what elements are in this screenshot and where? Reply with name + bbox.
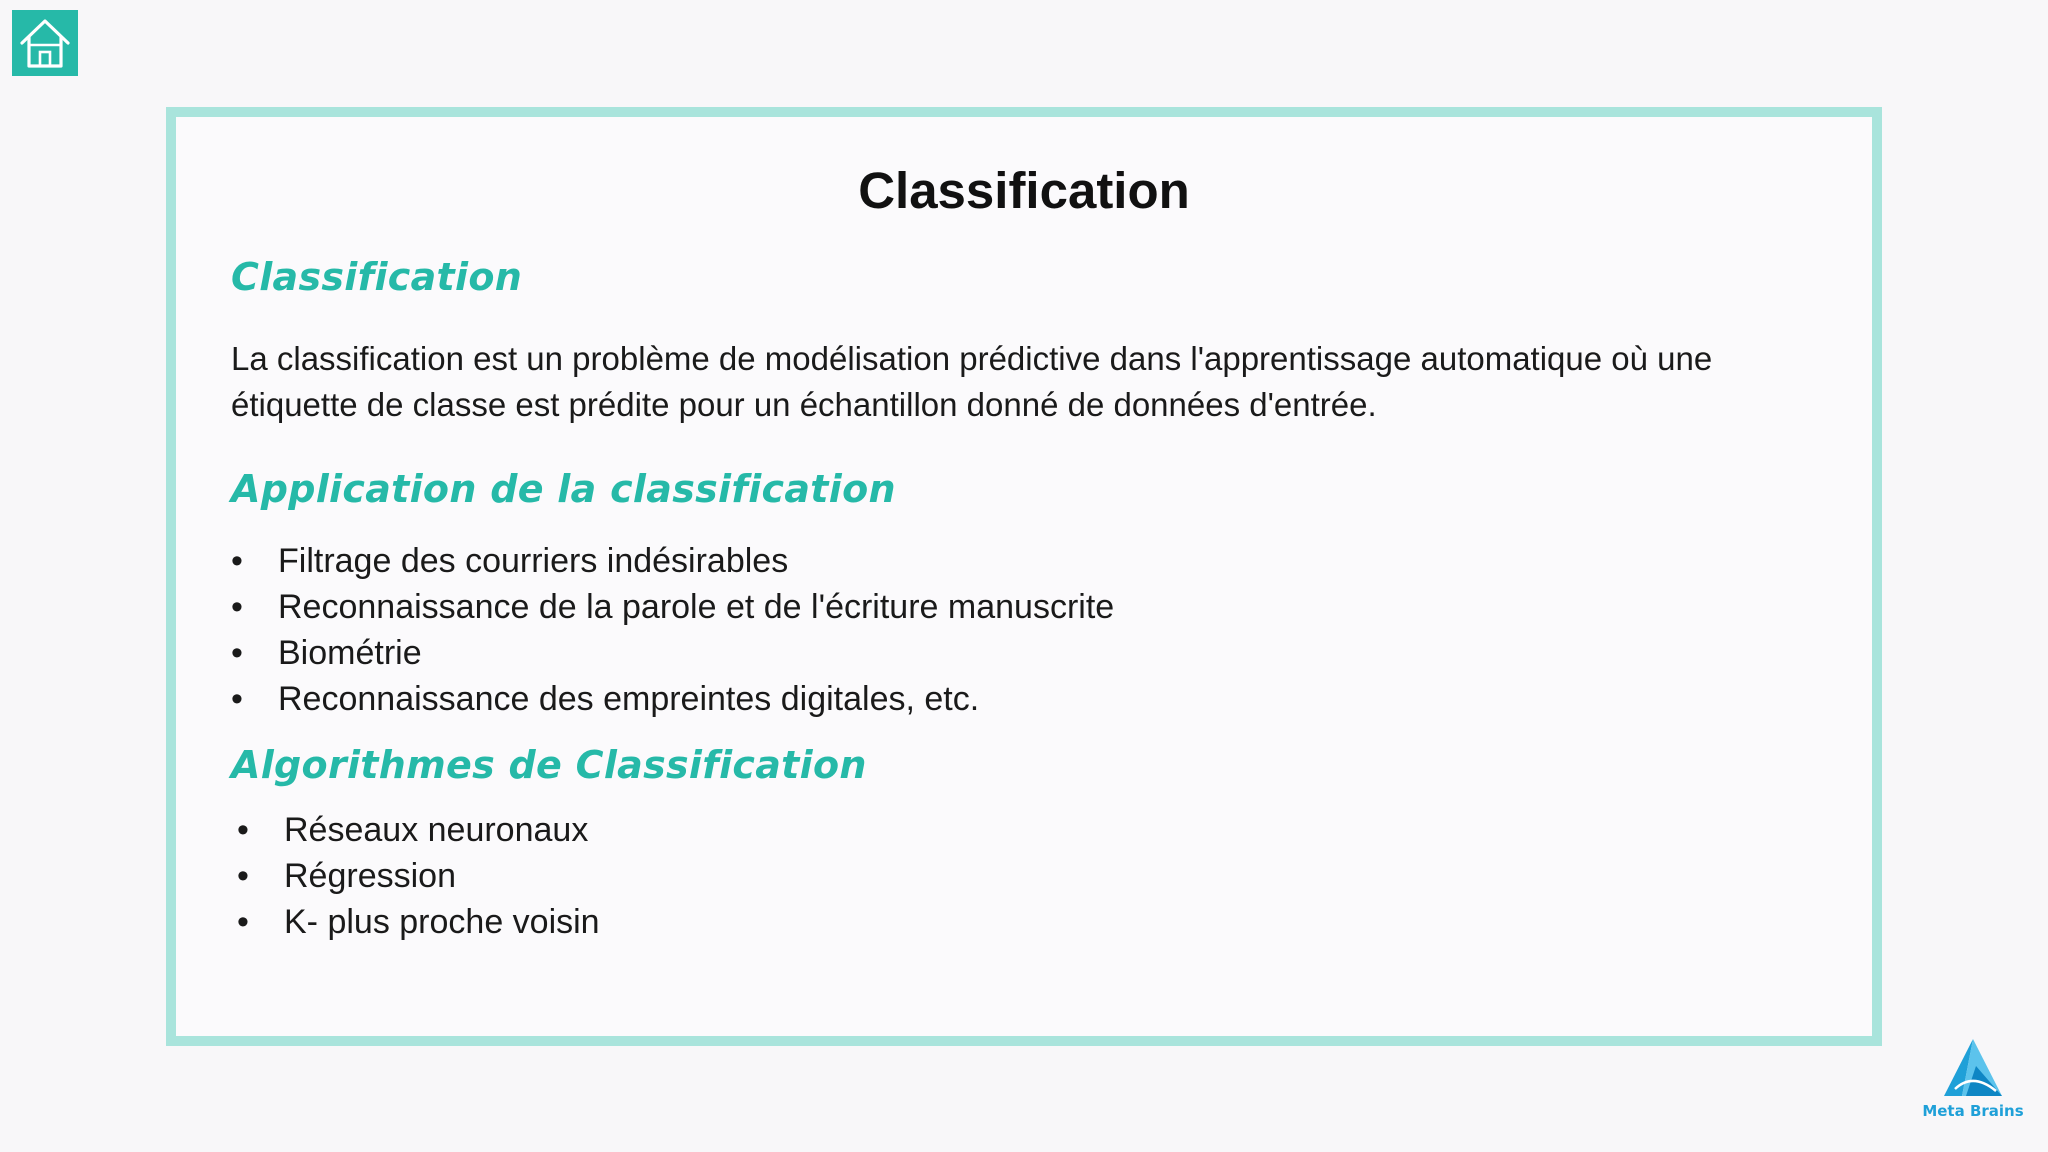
home-button[interactable] [12, 10, 78, 76]
list-item: • Biométrie [278, 630, 1114, 676]
slide-title: Classification [858, 162, 1190, 219]
list-item: • Reconnaissance des empreintes digitales, etc. [278, 676, 1114, 722]
meta-brains-logo-icon [1940, 1036, 2006, 1100]
list-item: • Régression [284, 853, 600, 899]
list-item: • Filtrage des courriers indésirables [278, 538, 1114, 584]
applications-list [278, 538, 1114, 722]
slide-frame [166, 107, 1882, 1046]
brand-name: Meta Brains [1922, 1102, 2024, 1120]
classification-definition: La classification est un problème de modélisation prédictive dans l'apprentissage automatique où une étiquette de classe est prédite pour un échantillon donné de données d'entrée. [231, 340, 1713, 423]
brand-logo [1918, 1036, 2028, 1122]
list-item: • Reconnaissance de la parole et de l'écriture manuscrite [278, 584, 1114, 630]
section-heading-classification: Classification [231, 255, 523, 299]
section-heading-applications: Application de la classification [231, 467, 896, 511]
home-icon [18, 16, 72, 70]
list-item: • K- plus proche voisin [284, 899, 600, 945]
algorithms-list [284, 807, 600, 945]
section-heading-algorithms: Algorithmes de Classification [231, 743, 867, 787]
list-item: • Réseaux neuronaux [284, 807, 600, 853]
